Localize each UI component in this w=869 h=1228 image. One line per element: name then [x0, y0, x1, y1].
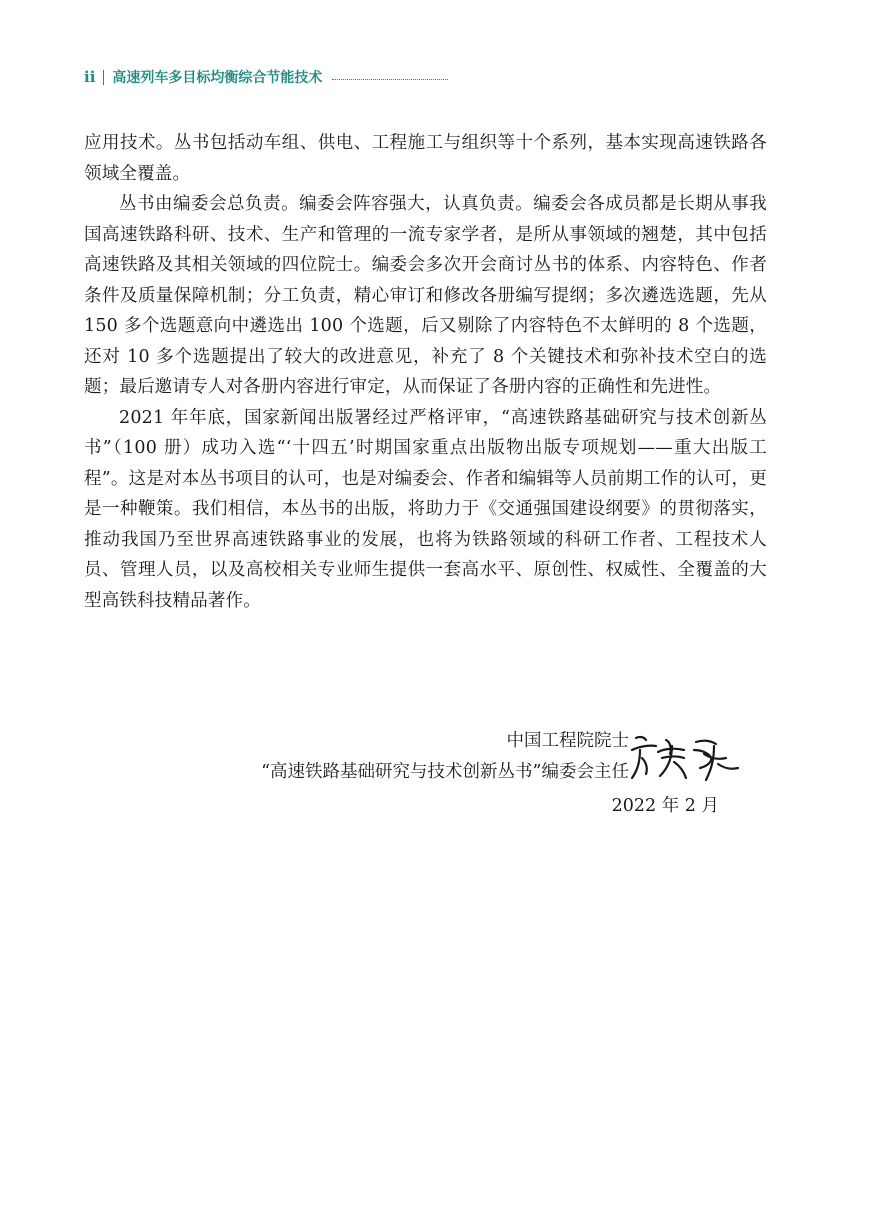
body-text [84, 128, 767, 616]
paragraph-2: 丛书由编委会总负责。编委会阵容强大，认真负责。编委会各成员都是长期从事我国高速铁路科研、技术、生产和管理的一流专家学者，是所从事领域的翘楚，其中包括高速铁路及其相关领域的四位院士。编委会多次开会商讨丛书的体系、内容特色、作者条件及质量保障机制；分工负责，精心审订和修改各册编写提纲；多次遴选选题，先从 150 多个选题意向中遴选出 100 个选题，后又剔除了内容特色不太鲜明的 8 个选题，还对 10 多个选题提出了较大的改进意见，补充了 8 个关键技术和弥补技术空白的选题；最后邀请专人对各册内容进行审定，从而保证了各册内容的正确性和先进性。 [84, 194, 767, 397]
signer-title-academician: 中国工程院院士 [506, 731, 629, 751]
header-dotted-rule [332, 79, 448, 80]
handwritten-signature [626, 728, 746, 786]
book-title: 高速列车多目标均衡综合节能技术 [112, 70, 323, 86]
paragraph-1: 应用技术。丛书包括动车组、供电、工程施工与组织等十个系列，基本实现高速铁路各领域全覆盖。 [84, 133, 767, 184]
paragraph-3: 2021 年年底，国家新闻出版署经过严格评审，“高速铁路基础研究与技术创新丛书”（100 册）成功入选“‘十四五’时期国家重点出版物出版专项规划——重大出版工程”。这是对本丛书项目的认可，也是对编委会、作者和编辑等人员前期工作的认可，更是一种鞭策。我们相信，本丛书的出版，将助力于《交通强国建设纲要》的贯彻落实，推动我国乃至世界高速铁路事业的发展，也将为铁路领域的科研工作者、工程技术人员、管理人员，以及高校相关专业师生提供一套高水平、原创性、权威性、全覆盖的大型高铁科技精品著作。 [84, 407, 767, 611]
page-number: ii [84, 68, 96, 86]
running-header [84, 66, 448, 88]
signature-date: 2022 年 2 月 [611, 796, 719, 816]
signer-title-chair: “高速铁路基础研究与技术创新丛书”编委会主任 [261, 761, 629, 782]
header-separator [103, 70, 104, 85]
